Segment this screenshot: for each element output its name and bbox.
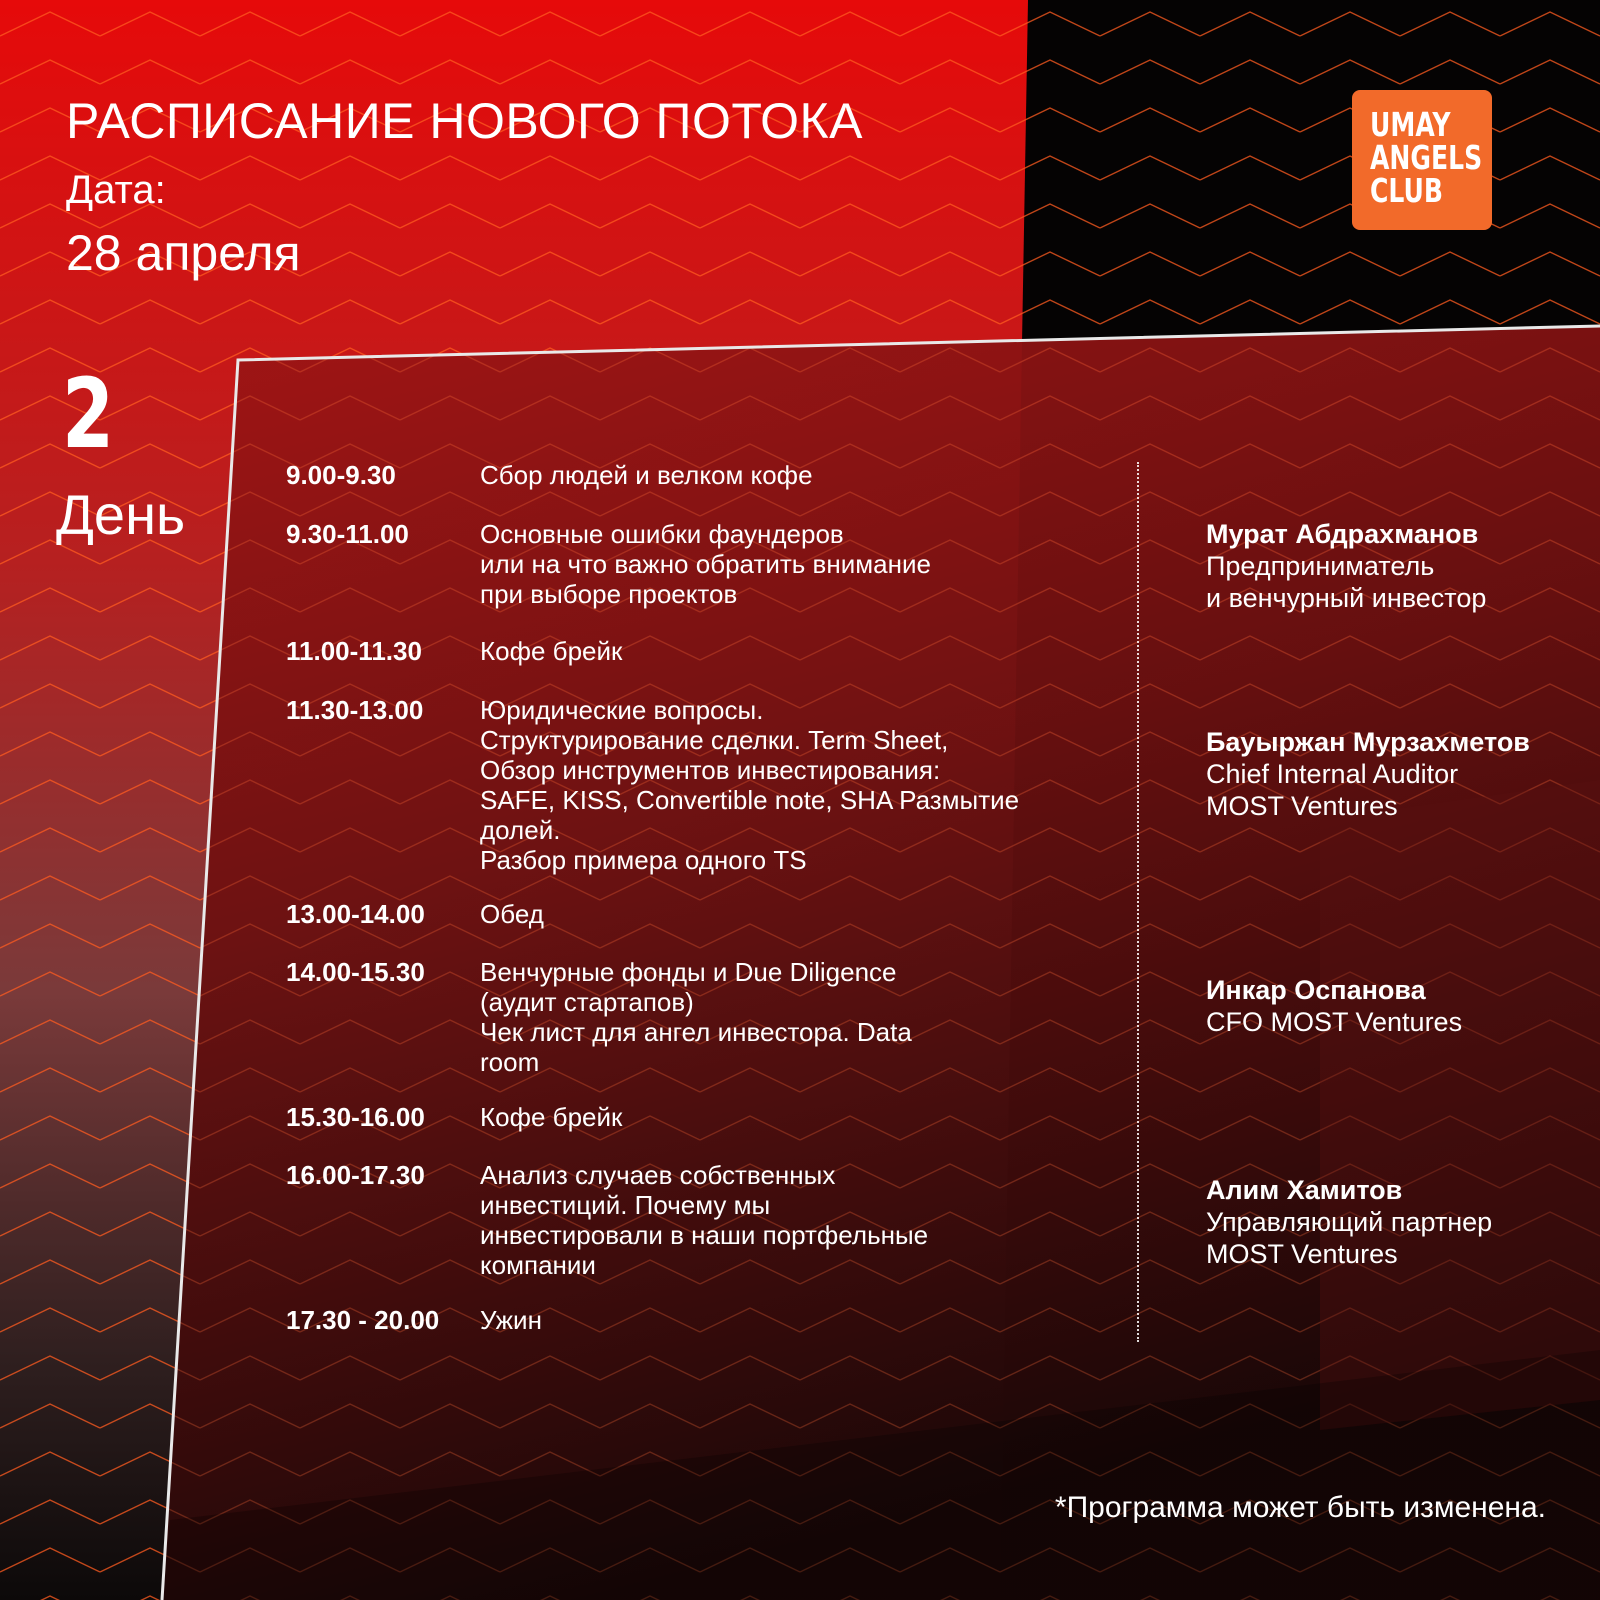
speaker-card xyxy=(1206,1174,1586,1270)
date-label: Дата: xyxy=(66,168,166,212)
speaker-name: Инкар Оспанова xyxy=(1206,975,1426,1005)
speaker-card xyxy=(1206,518,1586,614)
speaker-role: Предприниматель и венчурный инвестор xyxy=(1206,551,1487,613)
schedule-time: 11.00-11.30 xyxy=(286,636,422,666)
speaker-card xyxy=(1206,974,1586,1038)
schedule-topic: Ужин xyxy=(480,1305,542,1335)
schedule-topic: Анализ случаев собственных инвестиций. Почему мы инвестировали в наши портфельные компании xyxy=(480,1160,929,1280)
schedule-topic: Основные ошибки фаундеров или на что важно обратить внимание при выборе проектов xyxy=(480,519,931,609)
speaker-role: Управляющий партнер MOST Ventures xyxy=(1206,1207,1493,1269)
schedule-time: 16.00-17.30 xyxy=(286,1160,425,1190)
day-number: 2 xyxy=(62,358,115,470)
schedule-topic: Обед xyxy=(480,899,544,929)
dotted-divider xyxy=(1137,462,1139,1342)
schedule-topic: Кофе брейк xyxy=(480,1102,623,1132)
schedule-time: 9.00-9.30 xyxy=(286,460,396,490)
footnote: *Программа может быть изменена. xyxy=(1054,1491,1546,1524)
page-title: РАСПИСАНИЕ НОВОГО ПОТОКА xyxy=(66,93,864,149)
speaker-role: CFO MOST Ventures xyxy=(1206,1007,1463,1037)
umay-angels-club-logo xyxy=(1352,90,1492,230)
schedule-topic: Юридические вопросы. Структурирование сделки. Term Sheet, Обзор инструментов инвестирования: SAFE, KISS, Convertible note, SHA Размытие долей. Разбор примера одного TS xyxy=(480,695,1020,875)
schedule-time: 9.30-11.00 xyxy=(286,519,409,549)
speaker-card xyxy=(1206,726,1586,822)
schedule-time: 14.00-15.30 xyxy=(286,957,425,987)
schedule-time: 11.30-13.00 xyxy=(286,695,424,725)
date-value: 28 апреля xyxy=(66,225,301,281)
speaker-name: Бауыржан Мурзахметов xyxy=(1206,727,1530,757)
schedule-topic: Сбор людей и велком кофе xyxy=(480,460,813,490)
schedule-topic: Кофе брейк xyxy=(480,636,623,666)
logo-text: UMAY ANGELS CLUB xyxy=(1370,105,1483,210)
speaker-role: Chief Internal Auditor MOST Ventures xyxy=(1206,759,1459,821)
day-label: День xyxy=(56,483,186,546)
schedule-time: 17.30 - 20.00 xyxy=(286,1305,440,1335)
schedule-time: 13.00-14.00 xyxy=(286,899,425,929)
speaker-name: Мурат Абдрахманов xyxy=(1206,519,1479,549)
speaker-name: Алим Хамитов xyxy=(1206,1175,1403,1205)
schedule-time: 15.30-16.00 xyxy=(286,1102,425,1132)
schedule-topic: Венчурные фонды и Due Diligence (аудит стартапов) Чек лист для ангел инвестора. Data room xyxy=(480,957,912,1077)
